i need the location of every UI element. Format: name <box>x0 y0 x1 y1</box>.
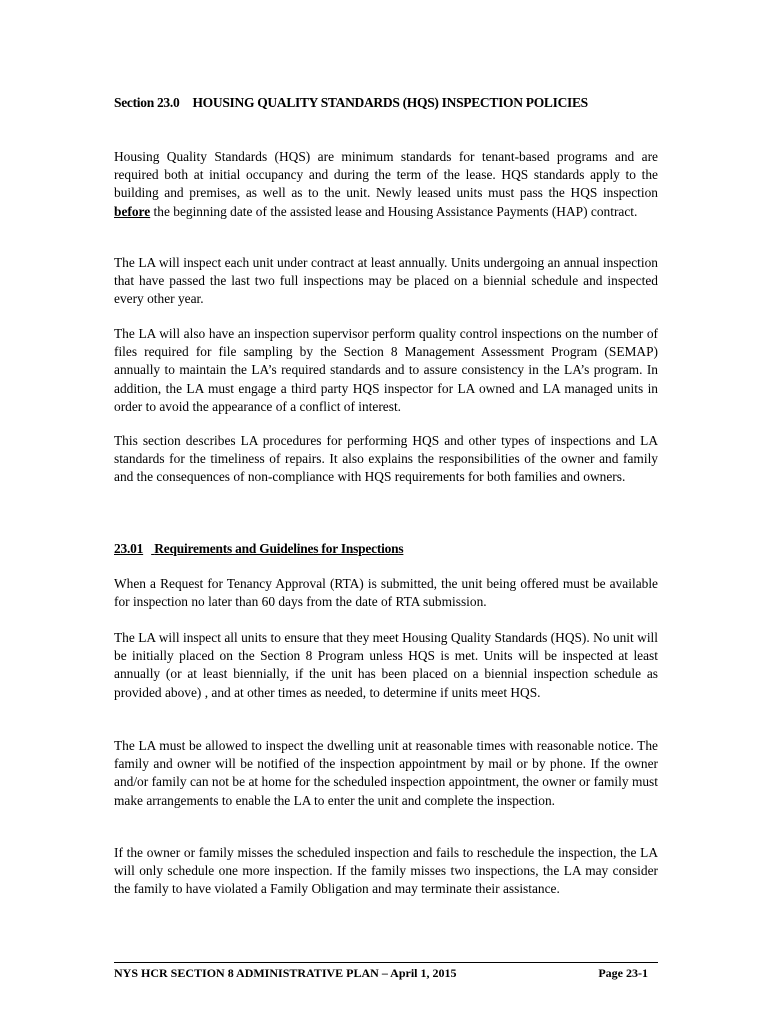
section-heading <box>114 94 674 112</box>
emphasis-before: before <box>114 203 151 219</box>
section-title: HOUSING QUALITY STANDARDS (HQS) INSPECTION POLICIES <box>192 95 588 110</box>
intro-paragraph-3: The LA will also have an inspection supervisor perform quality control inspections on the number of files required for file sampling by the Section 8 Management Assessment Program (SEMAP) annually to maintain the LA’s required standards and to assure consistency in the LA’s program. In addition, the LA must engage a third party HQS inspector for LA owned and LA managed units in order to avoid the appearance of a conflict of interest. <box>114 326 658 414</box>
intro-paragraph-1-text-end: the beginning date of the assisted lease and Housing Assistance Payments (HAP) contract. <box>150 203 638 219</box>
subsection-heading <box>114 540 403 558</box>
intro-paragraph-1 <box>114 148 658 221</box>
subsection-title: Requirements and Guidelines for Inspections <box>154 541 404 556</box>
subsection-paragraph-4: If the owner or family misses the scheduled inspection and fails to reschedule the inspection, the LA will only schedule one more inspection. If the family misses two inspections, the LA may consider the family to have violated a Family Obligation and may terminate their assistance. <box>114 845 658 897</box>
document-page <box>114 0 658 1024</box>
intro-paragraph-2: The LA will inspect each unit under contract at least annually. Units undergoing an annual inspection that have passed the last two full inspections may be placed on a biennial schedule and inspected every other year. <box>114 255 658 307</box>
intro-paragraph-1-text: Housing Quality Standards (HQS) are minimum standards for tenant-based programs and are required both at initial occupancy and during the term of the lease. HQS standards apply to the building and premises, as well as to the unit. Newly leased units must pass the HQS inspection <box>114 149 658 201</box>
intro-paragraph-4: This section describes LA procedures for performing HQS and other types of inspections and LA standards for the timeliness of repairs. It also explains the responsibilities of the owner and family and the consequences of non-compliance with HQS requirements for both families and owners. <box>114 433 658 485</box>
footer-page-number: Page 23-1 <box>598 966 648 980</box>
section-number: Section 23.0 <box>114 95 180 110</box>
subsection-paragraph-1: When a Request for Tenancy Approval (RTA) is submitted, the unit being offered must be available for inspection no later than 60 days from the date of RTA submission. <box>114 576 658 610</box>
footer-divider <box>114 962 658 963</box>
subsection-paragraph-3: The LA must be allowed to inspect the dwelling unit at reasonable times with reasonable notice. The family and owner will be notified of the inspection appointment by mail or by phone. If the owner and/or family can not be at home for the scheduled inspection appointment, the owner or family must make arrangements to enable the LA to enter the unit and complete the inspection. <box>114 738 658 808</box>
subsection-number: 23.01 <box>114 541 144 556</box>
subsection-paragraph-2: The LA will inspect all units to ensure that they meet Housing Quality Standards (HQS). No unit will be initially placed on the Section 8 Program unless HQS is met. Units will be inspected at least annually (or at least biennially, if the unit has been placed on a biennial inspection schedule as provided above) , and at other times as needed, to determine if units meet HQS. <box>114 630 658 700</box>
footer-document-title: NYS HCR SECTION 8 ADMINISTRATIVE PLAN – April 1, 2015 <box>114 966 457 980</box>
